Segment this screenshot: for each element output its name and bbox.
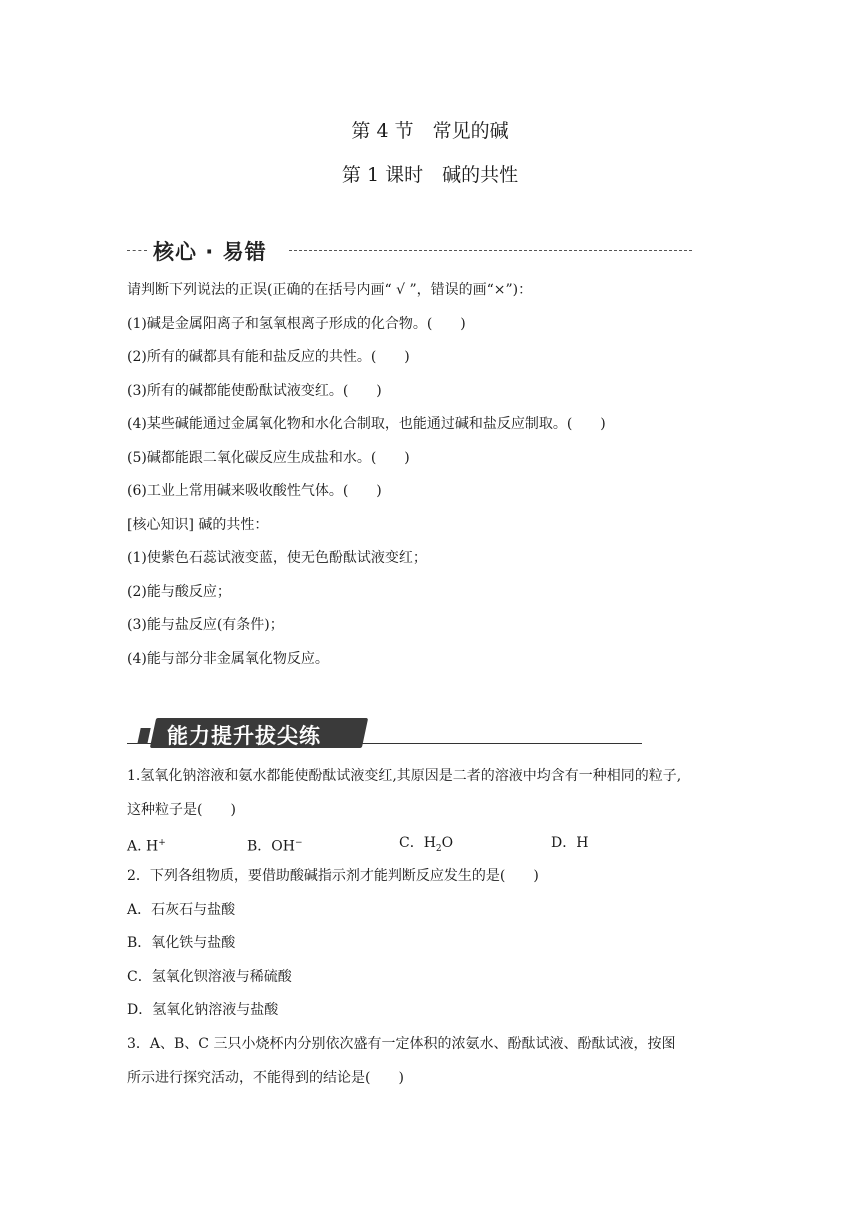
question-2-option-d: D．氢氧化钠溶液与盐酸 <box>127 1002 279 1018</box>
statement-2: (2)所有的碱都具有能和盐反应的共性。( ) <box>127 349 410 365</box>
question-3-stem: 3．A、B、C 三只小烧杯内分别依次盛有一定体积的浓氨水、酚酞试液、酚酞试液，按图 <box>127 1036 676 1052</box>
option-c: C．$H_2O$ <box>399 835 454 854</box>
section-header-core <box>127 236 692 264</box>
knowledge-point-3: (3)能与盐反应(有条件)； <box>127 617 284 633</box>
knowledge-point-2: (2)能与酸反应； <box>127 584 231 600</box>
page-title: 第 4 节 常见的碱 <box>351 120 509 142</box>
knowledge-point-4: (4)能与部分非金属氧化物反应。 <box>127 651 329 667</box>
question-1-stem-cont: 这种粒子是( ) <box>127 802 236 818</box>
question-2-option-b: B．氧化铁与盐酸 <box>127 935 236 951</box>
knowledge-point-1: (1)使紫色石蕊试液变蓝，使无色酚酞试液变红； <box>127 550 427 566</box>
option-d: D．H <box>551 835 589 851</box>
instruction-text: 请判断下列说法的正误(正确的在括号内画“ √ ”，错误的画“×”)： <box>127 282 533 298</box>
question-2-option-a: A．石灰石与盐酸 <box>127 902 236 918</box>
section-heading-core: 核心 · 易错 <box>153 240 267 264</box>
dashed-divider-right <box>289 250 692 251</box>
statement-3: (3)所有的碱都能使酚酞试液变红。( ) <box>127 383 382 399</box>
page-subtitle: 第 1 课时 碱的共性 <box>341 164 519 186</box>
statement-4: (4)某些碱能通过金属氧化物和水化合制取，也能通过碱和盐反应制取。( ) <box>127 416 606 432</box>
question-2-option-c: C．氢氧化钡溶液与稀硫酸 <box>127 969 292 985</box>
question-1-options <box>127 833 607 853</box>
statement-5: (5)碱都能跟二氧化碳反应生成盐和水。( ) <box>127 450 410 466</box>
statement-1: (1)碱是金属阳离子和氢氧根离子形成的化合物。( ) <box>127 316 466 332</box>
statement-6: (6)工业上常用碱来吸收酸性气体。( ) <box>127 483 382 499</box>
knowledge-title: [核心知识] 碱的共性： <box>127 517 269 533</box>
option-b: B．OH− <box>247 838 303 855</box>
question-3-stem-cont: 所示进行探究活动，不能得到的结论是( ) <box>127 1070 404 1086</box>
question-1-stem: 1.氢氧化钠溶液和氨水都能使酚酞试液变红,其原因是二者的溶液中均含有一种相同的粒子, <box>127 768 682 784</box>
dashed-divider-left <box>127 250 147 251</box>
section-header-advanced <box>127 718 642 750</box>
section-heading-advanced: 能力提升拔尖练 <box>167 724 321 748</box>
question-2-stem: 2．下列各组物质，要借助酸碱指示剂才能判断反应发生的是( ) <box>127 868 539 884</box>
header-badge-notch <box>137 728 150 744</box>
option-a: A. H+ <box>127 838 166 855</box>
